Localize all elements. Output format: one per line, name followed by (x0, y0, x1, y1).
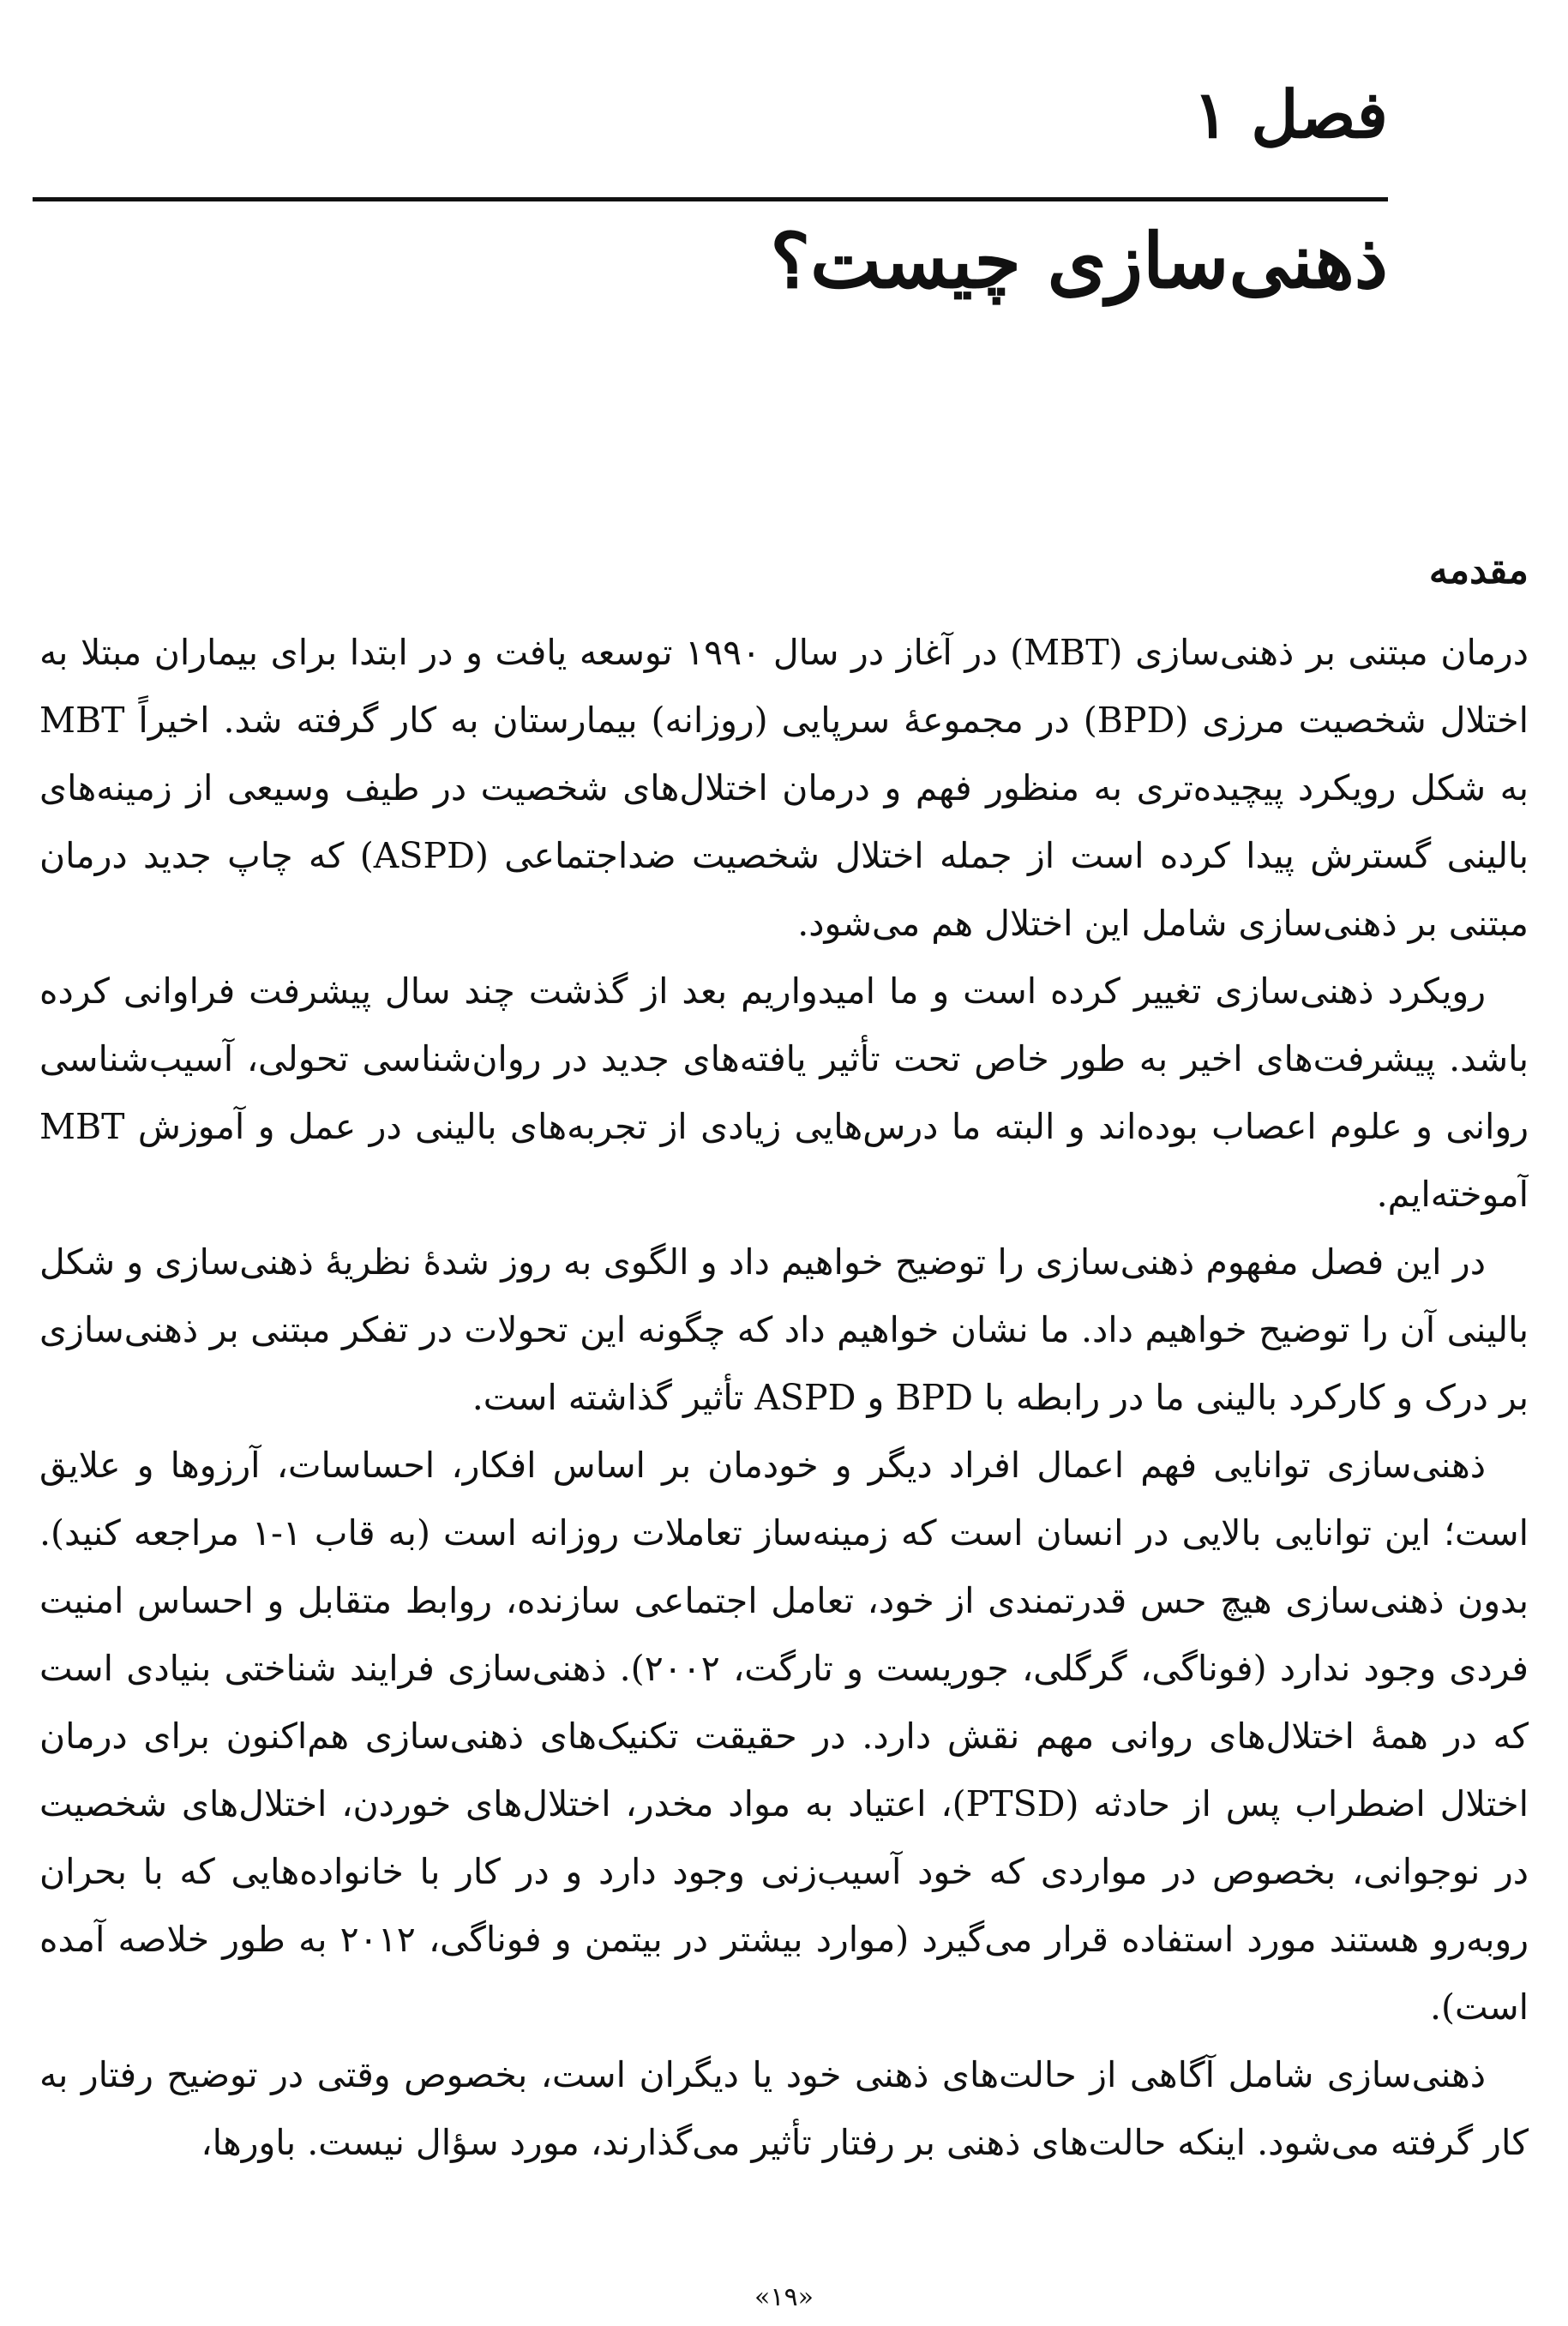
chapter-title: ذهنی‌سازی چیست؟ (770, 216, 1388, 305)
body-paragraph: در این فصل مفهوم ذهنی‌سازی را توضیح خواهیم داد و الگوی به روز شدهٔ نظریهٔ ذهنی‌سازی و شکل بالینی آن را توضیح خواهیم داد. ما نشان خواهیم داد که چگونه این تحولات در تفکر مبتنی بر ذهنی‌سازی بر درک و کارکرد بالینی ما در رابطه با BPD و ASPD تأثیر گذاشته است. (39, 1241, 1529, 1418)
body-text (39, 619, 1529, 2248)
body-paragraph: رویکرد ذهنی‌سازی تغییر کرده است و ما امیدواریم بعد از گذشت چند سال پیشرفت فراوانی کرده باشد. پیشرفت‌های اخیر به طور خاص تحت تأثیر یافته‌های جدید در روان‌شناسی تحولی، آسیب‌شناسی روانی و علوم اعصاب بوده‌اند و البته ما درس‌هایی زیادی از تجربه‌های بالینی در عمل و آموزش MBT آموخته‌ایم. (39, 971, 1529, 1215)
section-heading: مقدمه (1428, 549, 1529, 592)
body-paragraph: درمان مبتنی بر ذهنی‌سازی (MBT) در آغاز در سال ۱۹۹۰ توسعه یافت و در ابتدا برای بیماران مبتلا به اختلال شخصیت مرزی (BPD) در مجموعهٔ سرپایی (روزانه) بیمارستان به کار گرفته شد. اخیراً MBT به شکل رویکرد پیچیده‌تری به منظور فهم و درمان اختلال‌های شخصیت در طیف وسیعی از زمینه‌های بالینی گسترش پیدا کرده است از جمله اختلال شخصیت ضداجتماعی (ASPD) که چاپ جدید درمان مبتنی بر ذهنی‌سازی شامل این اختلال هم می‌شود. (39, 632, 1529, 944)
chapter-divider-rule (33, 197, 1388, 201)
page-number: «۱۹» (754, 2282, 814, 2312)
chapter-label: فصل ۱ (1193, 76, 1388, 153)
body-paragraph: ذهنی‌سازی توانایی فهم اعمال افراد دیگر و خودمان بر اساس افکار، احساسات، آرزوها و علایق است؛ این توانایی بالایی در انسان است که زمینه‌ساز تعاملات روزانه است (به قاب ۱-۱ مراجعه کنید). بدون ذهنی‌سازی هیچ حس قدرتمندی از خود، تعامل اجتماعی سازنده، روابط متقابل و احساس امنیت فردی وجود ندارد (فوناگی، گرگلی، جوریست و تارگت، ۲۰۰۲). ذهنی‌سازی فرایند شناختی بنیادی است که در همهٔ اختلال‌های روانی مهم نقش دارد. در حقیقت تکنیک‌های ذهنی‌سازی هم‌اکنون برای درمان اختلال اضطراب پس از حادثه (PTSD)، اعتیاد به مواد مخدر، اختلال‌های خوردن، اختلال‌های شخصیت در نوجوانی، بخصوص در مواردی که خود آسیب‌زنی وجود دارد و در کار با خانواده‌هایی که با بحران روبه‌رو هستند مورد استفاده قرار می‌گیرد (موارد بیشتر در بیتمن و فوناگی، ۲۰۱۲ به طور خلاصه آمده است). (39, 1445, 1529, 2028)
body-paragraph: ذهنی‌سازی شامل آگاهی از حالت‌های ذهنی خود یا دیگران است، بخصوص وقتی در توضیح رفتار به کار گرفته می‌شود. اینکه حالت‌های ذهنی بر رفتار تأثیر می‌گذارند، مورد سؤال نیست. باورها، (39, 2054, 1529, 2163)
